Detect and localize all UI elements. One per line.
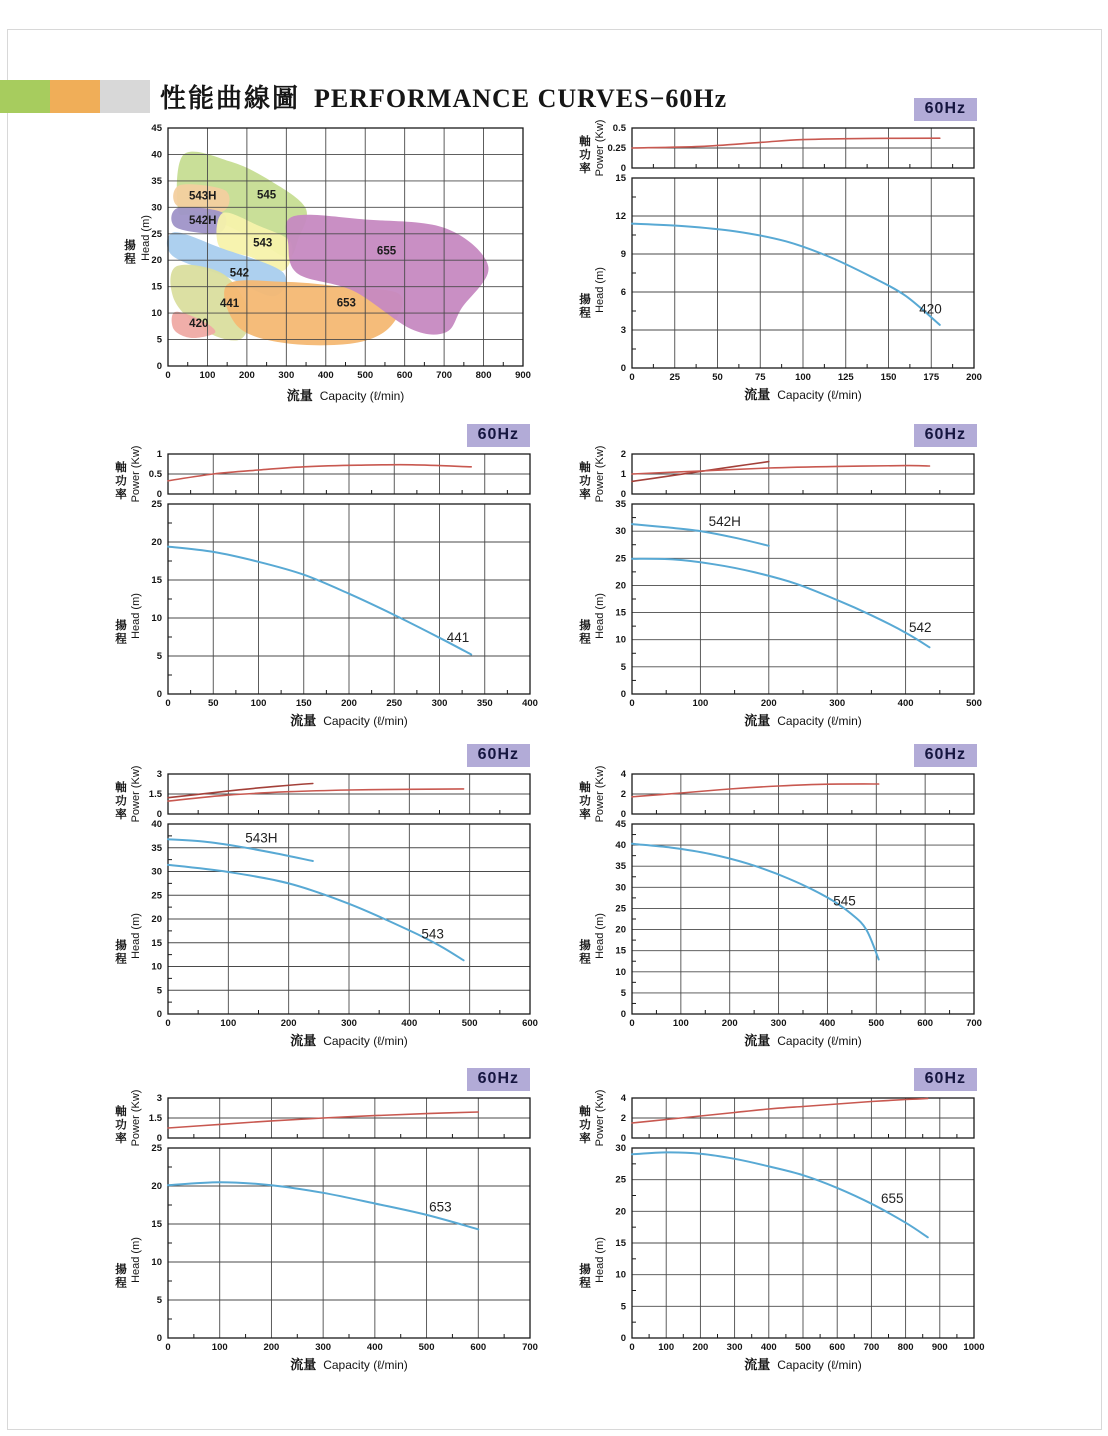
head-tick-label: 0 [156,1333,162,1344]
head-tick-label: 20 [151,537,162,548]
power-tick-label: 0 [156,489,162,500]
svg-text:功: 功 [115,795,127,808]
head-axis-label: Head (m) [129,913,142,959]
x-tick-label: 200 [238,370,255,381]
svg-text:軸: 軸 [115,462,127,475]
x-tick-label: 300 [341,1018,357,1029]
head-tick-label: 15 [615,173,626,184]
head-axis-label: Head (m) [129,1237,142,1283]
svg-text:功: 功 [579,149,591,162]
curve-label-441: 441 [446,630,470,646]
head-tick-label: 25 [151,890,162,902]
x-tick-label: 600 [917,1018,934,1029]
x-axis-label: 流量 Capacity (ℓ/min) [286,388,405,403]
x-tick-label: 0 [165,370,171,381]
x-tick-label: 500 [868,1018,885,1029]
x-tick-label: 600 [396,370,413,381]
region-label-543H: 543H [188,190,217,203]
curve-label-542: 542 [909,619,932,635]
head-tick-label: 10 [151,613,162,624]
svg-text:率: 率 [579,1133,591,1146]
head-tick-label: 15 [615,1238,626,1249]
head-tick-label: 25 [151,228,162,240]
svg-text:功: 功 [115,1119,127,1132]
svg-text:程: 程 [579,633,591,646]
svg-text:功: 功 [579,795,591,808]
power-tick-label: 2 [620,1113,626,1124]
x-tick-label: 0 [629,1342,635,1353]
svg-text:程: 程 [115,953,127,966]
head-tick-label: 25 [151,1143,162,1154]
x-tick-label: 500 [795,1342,811,1353]
head-tick-label: 10 [615,634,626,646]
x-tick-label: 0 [165,1342,171,1353]
head-tick-label: 20 [151,255,162,267]
svg-text:軸: 軸 [579,462,591,475]
svg-text:率: 率 [115,489,127,502]
curve-420-power [632,138,940,148]
head-tick-label: 0 [620,363,626,374]
head-tick-label: 20 [151,1181,162,1192]
x-tick-label: 125 [837,372,854,383]
svg-text:揚: 揚 [115,620,127,633]
x-tick-label: 0 [165,698,171,709]
power-tick-label: 0.5 [612,123,626,134]
x-tick-label: 300 [726,1342,743,1353]
head-tick-label: 15 [151,937,162,949]
badge-60hz: 60Hz [467,424,530,447]
head-tick-label: 30 [615,1143,626,1154]
x-tick-label: 900 [515,370,531,381]
badge-60hz: 60Hz [914,744,977,767]
x-axis-label: 流量 Capacity (ℓ/min) [290,713,408,728]
power-tick-label: 0.5 [148,469,162,480]
x-tick-label: 0 [629,372,635,383]
x-tick-label: 300 [315,1342,332,1353]
power-axis-label: Power (Kw) [129,1089,142,1147]
power-axis-label: Power (Kw) [129,445,142,503]
svg-text:程: 程 [579,953,591,966]
x-tick-label: 600 [829,1342,846,1353]
svg-text:率: 率 [579,489,591,502]
chart-542 [556,420,1024,738]
chart-543-svg [96,740,548,1058]
svg-text:軸: 軸 [579,136,591,149]
curve-655-power [632,1099,928,1124]
x-tick-label: 400 [760,1342,777,1353]
x-tick-label: 300 [829,698,846,709]
curve-545-power [632,784,879,797]
x-tick-label: 1000 [963,1342,985,1353]
chart-441 [96,420,548,738]
head-tick-label: 10 [151,308,162,320]
x-tick-label: 400 [897,698,914,709]
region-label-542H: 542H [188,215,217,228]
curve-420-head [632,224,940,325]
head-axis-label: Head (m) [593,913,606,959]
power-tick-label: 1.5 [148,1113,162,1124]
x-tick-label: 50 [712,372,723,383]
power-tick-label: 0 [156,1133,162,1144]
svg-text:功: 功 [579,475,591,488]
chart-655-svg [556,1064,1024,1386]
badge-60hz: 60Hz [467,744,530,767]
head-tick-label: 25 [615,1174,626,1186]
chart-543 [96,740,548,1058]
gray-square [100,80,150,113]
head-tick-label: 0 [620,689,626,700]
power-tick-label: 0 [156,809,162,820]
head-tick-label: 30 [151,202,162,214]
head-tick-label: 9 [620,249,626,260]
head-tick-label: 15 [151,1219,162,1230]
x-tick-label: 600 [522,1018,538,1029]
power-axis-label: Power (Kw) [593,1089,606,1147]
head-tick-label: 35 [151,175,162,187]
head-axis-label: Head (m) [593,267,606,313]
head-tick-label: 35 [615,861,626,873]
power-tick-label: 3 [156,769,162,780]
x-tick-label: 500 [461,1018,478,1029]
svg-text:率: 率 [115,1133,127,1146]
head-tick-label: 40 [151,149,162,161]
orange-square [50,80,100,113]
x-axis-label: 流量 Capacity (ℓ/min) [744,1357,862,1372]
chart-542-svg [556,420,1024,738]
chart-655 [556,1064,1024,1386]
power-tick-label: 2 [620,449,626,460]
head-tick-label: 10 [151,961,162,973]
x-axis-label: 流量 Capacity (ℓ/min) [290,1357,408,1372]
head-tick-label: 35 [151,842,162,854]
svg-text:揚: 揚 [579,940,591,953]
head-tick-label: 40 [151,819,162,830]
x-tick-label: 200 [280,1018,297,1029]
chart-overview-region-map [96,116,548,418]
curve-label-542H: 542H [708,514,741,530]
head-tick-label: 5 [620,1301,626,1313]
curve-542-head [632,559,930,648]
power-tick-label: 2 [620,789,626,800]
region-label-542: 542 [229,267,249,280]
curve-542-power [632,466,930,474]
head-tick-label: 30 [615,526,626,538]
svg-text:率: 率 [579,809,591,822]
page-title-zh: 性能曲線圖 [160,83,301,113]
head-tick-label: 45 [151,123,162,134]
x-tick-label: 200 [341,698,357,709]
head-tick-label: 15 [615,607,626,619]
head-tick-label: 10 [615,966,626,978]
head-tick-label: 5 [156,985,162,997]
head-tick-label: 35 [615,499,626,510]
x-tick-label: 75 [754,372,766,383]
power-tick-label: 0 [620,489,626,500]
power-tick-label: 0 [620,809,626,820]
head-tick-label: 15 [151,281,162,293]
power-tick-label: 1.5 [148,789,162,800]
head-tick-label: 15 [615,945,626,957]
power-tick-label: 1 [156,449,162,460]
head-tick-label: 5 [156,334,162,346]
curve-543-power [168,789,464,801]
x-tick-label: 300 [278,370,295,381]
chart-441-svg [96,420,548,738]
chart-653-svg [96,1064,548,1386]
x-tick-label: 50 [207,698,219,709]
svg-text:程: 程 [115,1277,127,1290]
head-axis-label: Head (m) [139,215,152,261]
svg-text:揚: 揚 [124,240,136,253]
x-tick-label: 600 [470,1342,487,1353]
svg-text:揚: 揚 [579,294,591,307]
x-tick-label: 250 [386,698,403,709]
x-axis-label: 流量 Capacity (ℓ/min) [744,713,862,728]
region-label-543: 543 [253,237,273,250]
x-tick-label: 25 [669,372,681,383]
x-tick-label: 300 [770,1018,787,1029]
power-tick-label: 0 [620,1133,626,1144]
green-square [0,80,50,113]
chart-545 [556,740,1024,1058]
head-tick-label: 5 [156,1295,162,1306]
head-tick-label: 5 [620,661,626,673]
x-tick-label: 200 [966,372,982,383]
svg-text:程: 程 [115,633,127,646]
power-axis-label: Power (Kw) [593,445,606,503]
head-tick-label: 20 [615,924,626,936]
x-tick-label: 700 [522,1342,538,1353]
x-tick-label: 200 [263,1342,280,1353]
svg-text:功: 功 [579,1119,591,1132]
head-tick-label: 20 [151,914,162,925]
x-tick-label: 100 [692,698,709,709]
head-tick-label: 3 [620,325,626,336]
head-tick-label: 25 [615,553,626,565]
region-label-653: 653 [336,297,356,310]
x-tick-label: 100 [220,1018,237,1029]
page-title-en: PERFORMANCE CURVES−60Hz [314,84,728,113]
head-axis-label: Head (m) [593,593,606,639]
head-tick-label: 0 [156,689,162,700]
x-tick-label: 150 [295,698,312,709]
power-tick-label: 3 [156,1093,162,1104]
x-tick-label: 700 [966,1018,982,1029]
x-axis-label: 流量 Capacity (ℓ/min) [744,387,862,402]
chart-overview-svg [96,116,548,418]
x-tick-label: 200 [721,1018,738,1029]
head-tick-label: 10 [151,1257,162,1268]
header-squares [0,80,150,113]
head-axis-label: Head (m) [129,593,142,639]
head-tick-label: 0 [620,1333,626,1344]
curve-label-543H: 543H [245,830,278,846]
badge-60hz: 60Hz [914,424,977,447]
power-tick-label: 4 [620,769,626,780]
head-tick-label: 20 [615,580,626,592]
curve-543-head [168,865,464,960]
head-axis-label: Head (m) [593,1237,606,1283]
x-tick-label: 350 [476,698,493,709]
head-tick-label: 40 [615,840,626,852]
x-tick-label: 150 [880,372,897,383]
curve-label-420: 420 [919,301,942,317]
head-tick-label: 45 [615,819,626,830]
curve-label-545: 545 [833,893,856,909]
x-axis-label: 流量 Capacity (ℓ/min) [290,1033,408,1048]
x-tick-label: 200 [760,698,777,709]
head-tick-label: 25 [151,499,162,510]
svg-text:軸: 軸 [115,1106,127,1119]
x-tick-label: 100 [795,372,811,383]
x-tick-label: 0 [165,1018,171,1029]
curve-label-655: 655 [880,1190,904,1206]
head-tick-label: 12 [615,211,626,222]
svg-text:軸: 軸 [115,782,127,795]
x-tick-label: 100 [199,370,216,381]
power-axis-label: Power (Kw) [593,119,606,177]
x-tick-label: 800 [475,370,492,381]
x-tick-label: 400 [401,1018,418,1029]
svg-text:功: 功 [115,475,127,488]
x-tick-label: 300 [431,698,448,709]
x-tick-label: 0 [629,1018,635,1029]
svg-text:揚: 揚 [115,1264,127,1277]
chart-545-svg [556,740,1024,1058]
power-axis-label: Power (Kw) [129,765,142,823]
svg-text:揚: 揚 [579,1264,591,1277]
curve-543H-head [168,839,313,861]
power-tick-label: 4 [620,1093,626,1104]
head-tick-label: 10 [615,1269,626,1281]
svg-text:程: 程 [579,307,591,320]
chart-653 [96,1064,548,1386]
head-tick-label: 30 [615,882,626,894]
badge-60hz: 60Hz [467,1068,530,1091]
region-label-545: 545 [257,189,277,202]
x-tick-label: 400 [819,1018,836,1029]
x-tick-label: 400 [366,1342,383,1353]
svg-text:揚: 揚 [115,940,127,953]
x-tick-label: 400 [317,370,334,381]
power-tick-label: 0 [620,163,626,174]
svg-text:揚: 揚 [579,620,591,633]
head-tick-label: 0 [156,361,162,372]
curve-label-653: 653 [429,1199,452,1215]
head-tick-label: 5 [620,987,626,999]
region-label-655: 655 [376,245,397,258]
curve-543H-power [168,784,313,798]
x-tick-label: 100 [658,1342,675,1353]
x-tick-label: 100 [211,1342,228,1353]
x-tick-label: 400 [522,698,538,709]
x-tick-label: 100 [672,1018,689,1029]
x-axis-label: 流量 Capacity (ℓ/min) [744,1033,862,1048]
head-tick-label: 25 [615,903,626,915]
head-tick-label: 20 [615,1206,626,1218]
head-tick-label: 30 [151,866,162,878]
region-label-420: 420 [189,318,209,331]
x-tick-label: 700 [436,370,453,381]
head-tick-label: 5 [156,651,162,662]
curve-label-543: 543 [421,926,444,942]
svg-text:率: 率 [115,809,127,822]
x-tick-label: 100 [250,698,267,709]
svg-text:程: 程 [124,253,136,266]
x-tick-label: 200 [692,1342,709,1353]
power-axis-label: Power (Kw) [593,765,606,823]
svg-text:程: 程 [579,1277,591,1290]
svg-text:率: 率 [579,163,591,176]
power-tick-label: 0.25 [607,143,626,154]
chart-420 [556,94,1024,412]
badge-60hz: 60Hz [914,98,977,121]
region-label-441: 441 [219,298,240,311]
x-tick-label: 500 [966,698,982,709]
power-tick-label: 1 [620,469,626,480]
badge-60hz: 60Hz [914,1068,977,1091]
x-tick-label: 0 [629,698,635,709]
svg-text:軸: 軸 [579,782,591,795]
x-tick-label: 700 [863,1342,880,1353]
head-tick-label: 0 [620,1009,626,1020]
head-tick-label: 15 [151,575,162,586]
x-tick-label: 900 [931,1342,948,1353]
x-tick-label: 175 [923,372,940,383]
head-tick-label: 0 [156,1009,162,1020]
head-tick-label: 6 [620,287,626,298]
svg-text:軸: 軸 [579,1106,591,1119]
x-tick-label: 500 [357,370,374,381]
x-tick-label: 800 [897,1342,914,1353]
chart-420-svg [556,94,1024,412]
x-tick-label: 500 [418,1342,435,1353]
